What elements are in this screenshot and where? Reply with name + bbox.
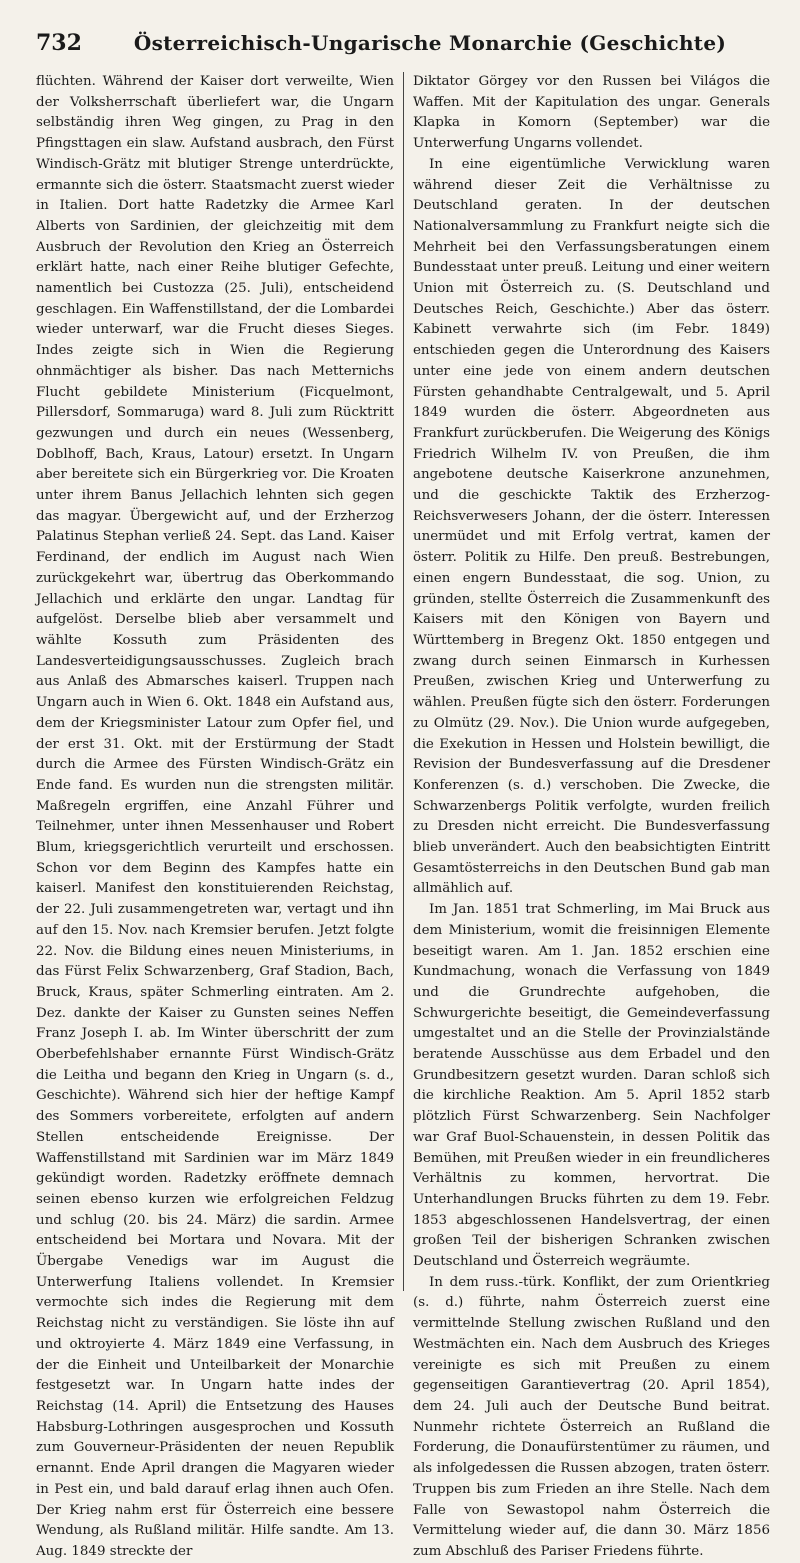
paragraph: In eine eigentümliche Verwicklung waren während dieser Zeit die Verhältnisse zu Deutschland geraten. In der deutschen Nationalversammlung zu Frankfurt neigte sich die Mehrheit bei den Verfassungsberatungen einem Bundesstaat unter preuß. Leitung und einer weitern Union mit Österreich zu. (S. Deutschland und Deutsches Reich, Geschichte.) Aber das österr. Kabinett verwahrte sich (im Febr. 1849) entschieden gegen die Unterordnung des Kaisers unter eine jede von einem andern deutschen Fürsten gehandhabte Centralgewalt, und 5. April 1849 wurden die österr. Abgeordneten aus Frankfurt zurückberufen. Die Weigerung des Königs Friedrich Wilhelm IV. von Preußen, die ihm angebotene deutsche Kaiserkrone anzunehmen, und die geschickte Taktik des Erzherzog-Reichsverwesers Johann, der die österr. Interessen unermüdet und mit Erfolg vertrat, kamen der österr. Politik zu Hilfe. Den preuß. Bestrebungen, einen engern Bundesstaat, die sog. Union, zu gründen, stellte Österreich die Zusammenkunft des Kaisers mit den Königen von Bayern und Württemberg in Bregenz Okt. 1850 entgegen und zwang durch seinen Einmarsch in Kurhessen Preußen, zwischen Krieg und Unterwerfung zu wählen. Preußen fügte sich den österr. Forderungen zu Olmütz (29. Nov.). Die Union wurde aufgegeben, die Exekution in Hessen und Holstein bewilligt, die Revision der Bundesverfassung auf die Dresdener Konferenzen (s. d.) verschoben. Die Zwecke, die Schwarzenbergs Politik verfolgte, wurden freilich zu Dresden nicht erreicht. Die Bundesverfassung blieb unverändert. Auch den beabsichtigten Eintritt Gesamtösterreichs in den Deutschen Bund gab man allmählich auf. <box>413 156 770 897</box>
left-column <box>36 72 403 1559</box>
right-column <box>403 72 770 1559</box>
text-columns <box>36 72 770 1559</box>
paragraph: Im Jan. 1851 trat Schmerling, im Mai Bruck aus dem Ministerium, womit die freisinnigen Elemente beseitigt waren. Am 1. Jan. 1852 erschien eine Kundmachung, wonach die Verfassung von 1849 und die Grundrechte aufgehoben, die Schwurgerichte beseitigt, die Gemeindeverfassung umgestaltet und an die Stelle der Provinzialstände beratende Ausschüsse aus dem Erbadel und den Grundbesitzern gesetzt wurden. Daran schloß sich die kirchliche Reaktion. Am 5. April 1852 starb plötzlich Fürst Schwarzenberg. Sein Nachfolger war Graf Buol-Schauenstein, in dessen Politik das Bemühen, mit Preußen wieder in ein freundlicheres Verhältnis zu kommen, hervortrat. Die Unterhandlungen Brucks führten zu dem 19. Febr. 1853 abgeschlossenen Handelsvertrag, der einen großen Teil der bisherigen Schranken zwischen Deutschland und Österreich wegräumte. <box>413 902 770 1270</box>
paragraph: Diktator Görgey vor den Russen bei Világos die Waffen. Mit der Kapitulation des ungar. Generals Klapka in Komorn (September) war die Unterwerfung Ungarns vollendet. <box>413 74 770 152</box>
page-number: 732 <box>36 30 82 56</box>
page-header <box>36 30 764 64</box>
paragraph: In dem russ.-türk. Konflikt, der zum Orientkrieg (s. d.) führte, nahm Österreich zuerst eine vermittelnde Stellung zwischen Rußland und den Westmächten ein. Nach dem Ausbruch des Krieges vereinigte es sich mit Preußen zu einem gegenseitigen Garantievertrag (20. April 1854), dem 24. Juli auch der Deutsche Bund beitrat. Nunmehr richtete Österreich an Rußland die Forderung, die Donaufürstentümer zu räumen, und als infolgedessen die Russen abzogen, traten österr. Truppen bis zum Frieden an ihre Stelle. Nach dem Falle von Sewastopol nahm Österreich die Vermittelung wieder auf, die dann 30. März 1856 zum Abschluß des Pariser Friedens führte. <box>413 1274 770 1559</box>
paragraph: flüchten. Während der Kaiser dort verweilte, Wien der Volksherrschaft überliefert war, die Ungarn selbständig ihren Weg gingen, zu Prag in den Pfingsttagen ein slaw. Aufstand ausbrach, den Fürst Windisch-Grätz mit blutiger Strenge unterdrückte, ermannte sich die österr. Staatsmacht zuerst wieder in Italien. Dort hatte Radetzky die Armee Karl Alberts von Sardinien, der gleichzeitig mit dem Ausbruch der Revolution den Krieg an Österreich erklärt hatte, nach einer Reihe blutiger Gefechte, namentlich bei Custozza (25. Juli), entscheidend geschlagen. Ein Waffenstillstand, der die Lombardei wieder unterwarf, war die Frucht dieses Sieges. Indes zeigte sich in Wien die Regierung ohnmächtiger als bisher. Das nach Metternichs Flucht gebildete Ministerium (Ficquelmont, Pillersdorf, Sommaruga) ward 8. Juli zum Rücktritt gezwungen und durch ein neues (Wessenberg, Doblhoff, Bach, Kraus, Latour) ersetzt. In Ungarn aber bereitete sich ein Bürgerkrieg vor. Die Kroaten unter ihrem Banus Jellachich lehnten sich gegen das magyar. Übergewicht auf, und der Erzherzog Palatinus Stephan verließ 24. Sept. das Land. Kaiser Ferdinand, der endlich im August nach Wien zurückgekehrt war, übertrug das Oberkommando Jellachich und erklärte den ungar. Landtag für aufgelöst. Derselbe blieb aber versammelt und wählte Kossuth zum Präsidenten des Landesverteidigungsausschusses. Zugleich brach aus Anlaß des Abmarsches kaiserl. Truppen nach Ungarn auch in Wien 6. Okt. 1848 ein Aufstand aus, dem der Kriegsminister Latour zum Opfer fiel, und der erst 31. Okt. mit der Erstürmung der Stadt durch die Armee des Fürsten Windisch-Grätz ein Ende fand. Es wurden nun die strengsten militär. Maßregeln ergriffen, eine Anzahl Führer und Teilnehmer, unter ihnen Messenhauser und Robert Blum, kriegsgerichtlich verurteilt und erschossen. Schon vor dem Beginn des Kampfes hatte ein kaiserl. Manifest den konstituierenden Reichstag, der 22. Juli zusammengetreten war, vertagt und ihn auf den 15. Nov. nach Kremsier berufen. Jetzt folgte 22. Nov. die Bildung eines neuen Ministeriums, in das Fürst Felix Schwarzenberg, Graf Stadion, Bach, Bruck, Kraus, später Schmerling eintraten. Am 2. Dez. dankte der Kaiser zu Gunsten seines Neffen Franz Joseph I. ab. Im Winter überschritt der zum Oberbefehlshaber ernannte Fürst Windisch-Grätz die Leitha und begann den Krieg in Ungarn (s. d., Geschichte). Während sich hier der heftige Kampf des Sommers vorbereitete, erfolgten auf andern Stellen entscheidende Ereignisse. Der Waffenstillstand mit Sardinien war im März 1849 gekündigt worden. Radetzky eröffnete demnach seinen ebenso kurzen wie erfolgreichen Feldzug und schlug (20. bis 24. März) die sardin. Armee entscheidend bei Mortara und Novara. Mit der Übergabe Venedigs war im August die Unterwerfung Italiens vollendet. In Kremsier vermochte sich indes die Regierung mit dem Reichstag nicht zu verständigen. Sie löste ihn auf und oktroyierte 4. März 1849 eine Verfassung, in der die Einheit und Unteilbarkeit der Monarchie festgesetzt war. In Ungarn hatte indes der Reichstag (14. April) die Entsetzung des Hauses Habsburg-Lothringen ausgesprochen und Kossuth zum Gouverneur-Präsidenten der neuen Republik ernannt. Ende April drangen die Magyaren wieder in Pest ein, und bald darauf erlag ihnen auch Ofen. Der Krieg nahm erst für Österreich eine bessere Wendung, als Rußland militär. Hilfe sandte. Am 13. Aug. 1849 streckte der <box>36 74 394 1559</box>
running-title: Österreichisch-Ungarische Monarchie (Geschichte) <box>133 31 727 55</box>
